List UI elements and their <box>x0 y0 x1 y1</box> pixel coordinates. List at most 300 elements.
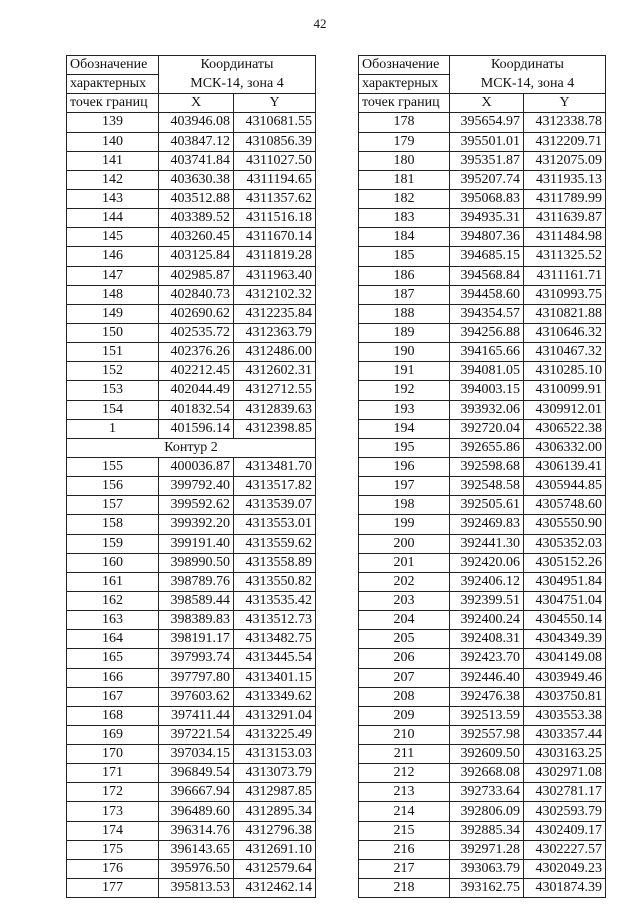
point-number-cell: 143 <box>67 189 159 208</box>
x-coordinate-cell: 392469.83 <box>450 515 524 534</box>
point-number-cell: 213 <box>359 783 450 802</box>
table-row <box>359 170 606 189</box>
table-row <box>67 343 316 362</box>
point-number-cell: 147 <box>67 266 159 285</box>
table-row <box>67 668 316 687</box>
header-row <box>359 56 606 75</box>
table-row <box>67 323 316 342</box>
table-row <box>67 151 316 170</box>
x-coordinate-cell: 403630.38 <box>159 170 234 189</box>
table-row <box>67 400 316 419</box>
x-coordinate-cell: 402376.26 <box>159 343 234 362</box>
x-coordinate-cell: 394458.60 <box>450 285 524 304</box>
y-coordinate-cell: 4302409.17 <box>524 821 606 840</box>
point-number-cell: 172 <box>67 783 159 802</box>
x-coordinate-cell: 398389.83 <box>159 611 234 630</box>
x-coordinate-cell: 392806.09 <box>450 802 524 821</box>
table-row <box>67 170 316 189</box>
y-coordinate-cell: 4303750.81 <box>524 687 606 706</box>
table-body-right <box>359 56 606 898</box>
point-number-cell: 206 <box>359 649 450 668</box>
table-body-left <box>67 56 316 898</box>
x-coordinate-cell: 395654.97 <box>450 113 524 132</box>
y-coordinate-cell: 4311639.87 <box>524 209 606 228</box>
table-row <box>67 457 316 476</box>
header-row <box>67 94 316 113</box>
y-coordinate-cell: 4312602.31 <box>234 362 316 381</box>
x-coordinate-cell: 395207.74 <box>450 170 524 189</box>
x-coordinate-cell: 394256.88 <box>450 323 524 342</box>
table-row <box>359 209 606 228</box>
y-coordinate-cell: 4310099.91 <box>524 381 606 400</box>
table-row <box>359 247 606 266</box>
point-number-cell: 159 <box>67 534 159 553</box>
y-coordinate-cell: 4304751.04 <box>524 591 606 610</box>
header-x: X <box>159 94 234 113</box>
coordinates-table-right <box>358 55 606 898</box>
y-coordinate-cell: 4312398.85 <box>234 419 316 438</box>
table-row <box>67 687 316 706</box>
table-row <box>359 266 606 285</box>
x-coordinate-cell: 403512.88 <box>159 189 234 208</box>
point-number-cell: 191 <box>359 362 450 381</box>
table-row <box>359 649 606 668</box>
header-x: X <box>450 94 524 113</box>
point-number-cell: 203 <box>359 591 450 610</box>
header-row <box>359 94 606 113</box>
table-row <box>359 189 606 208</box>
table-row <box>359 764 606 783</box>
x-coordinate-cell: 392505.61 <box>450 496 524 515</box>
table-row <box>359 343 606 362</box>
contour-row <box>67 438 316 457</box>
x-coordinate-cell: 398589.44 <box>159 591 234 610</box>
table-row <box>359 668 606 687</box>
x-coordinate-cell: 403389.52 <box>159 209 234 228</box>
header-row <box>67 75 316 94</box>
point-number-cell: 183 <box>359 209 450 228</box>
x-coordinate-cell: 402985.87 <box>159 266 234 285</box>
point-number-cell: 210 <box>359 725 450 744</box>
table-row <box>359 821 606 840</box>
y-coordinate-cell: 4313291.04 <box>234 706 316 725</box>
y-coordinate-cell: 4304550.14 <box>524 611 606 630</box>
y-coordinate-cell: 4302781.17 <box>524 783 606 802</box>
y-coordinate-cell: 4312839.63 <box>234 400 316 419</box>
table-row <box>359 438 606 457</box>
table-row <box>359 113 606 132</box>
header-row <box>67 56 316 75</box>
y-coordinate-cell: 4312338.78 <box>524 113 606 132</box>
x-coordinate-cell: 396667.94 <box>159 783 234 802</box>
table-row <box>359 400 606 419</box>
table-row <box>359 477 606 496</box>
table-row <box>359 745 606 764</box>
header-y: Y <box>524 94 606 113</box>
y-coordinate-cell: 4310467.32 <box>524 343 606 362</box>
table-row <box>67 859 316 878</box>
table-row <box>359 706 606 725</box>
x-coordinate-cell: 403946.08 <box>159 113 234 132</box>
x-coordinate-cell: 402535.72 <box>159 323 234 342</box>
x-coordinate-cell: 394685.15 <box>450 247 524 266</box>
point-number-cell: 202 <box>359 572 450 591</box>
table-row <box>359 630 606 649</box>
y-coordinate-cell: 4311484.98 <box>524 228 606 247</box>
point-number-cell: 187 <box>359 285 450 304</box>
point-number-cell: 152 <box>67 362 159 381</box>
y-coordinate-cell: 4312209.71 <box>524 132 606 151</box>
point-number-cell: 163 <box>67 611 159 630</box>
y-coordinate-cell: 4313482.75 <box>234 630 316 649</box>
point-number-cell: 216 <box>359 840 450 859</box>
x-coordinate-cell: 394003.15 <box>450 381 524 400</box>
y-coordinate-cell: 4306139.41 <box>524 457 606 476</box>
x-coordinate-cell: 403125.84 <box>159 247 234 266</box>
x-coordinate-cell: 399392.20 <box>159 515 234 534</box>
point-number-cell: 157 <box>67 496 159 515</box>
point-number-cell: 175 <box>67 840 159 859</box>
y-coordinate-cell: 4302227.57 <box>524 840 606 859</box>
y-coordinate-cell: 4305944.85 <box>524 477 606 496</box>
y-coordinate-cell: 4313401.15 <box>234 668 316 687</box>
point-number-cell: 173 <box>67 802 159 821</box>
point-number-cell: 189 <box>359 323 450 342</box>
table-row <box>67 706 316 725</box>
table-row <box>67 534 316 553</box>
point-number-cell: 215 <box>359 821 450 840</box>
header-coordinates: Координаты <box>450 56 606 75</box>
point-number-cell: 195 <box>359 438 450 457</box>
x-coordinate-cell: 393932.06 <box>450 400 524 419</box>
point-number-cell: 168 <box>67 706 159 725</box>
x-coordinate-cell: 394935.31 <box>450 209 524 228</box>
y-coordinate-cell: 4310821.88 <box>524 304 606 323</box>
x-coordinate-cell: 394165.66 <box>450 343 524 362</box>
y-coordinate-cell: 4311161.71 <box>524 266 606 285</box>
y-coordinate-cell: 4305748.60 <box>524 496 606 515</box>
point-number-cell: 198 <box>359 496 450 515</box>
table-row <box>67 745 316 764</box>
point-number-cell: 140 <box>67 132 159 151</box>
x-coordinate-cell: 395501.01 <box>450 132 524 151</box>
point-number-cell: 185 <box>359 247 450 266</box>
point-number-cell: 156 <box>67 477 159 496</box>
x-coordinate-cell: 392423.70 <box>450 649 524 668</box>
y-coordinate-cell: 4310856.39 <box>234 132 316 151</box>
x-coordinate-cell: 392399.51 <box>450 591 524 610</box>
point-number-cell: 144 <box>67 209 159 228</box>
y-coordinate-cell: 4313559.62 <box>234 534 316 553</box>
x-coordinate-cell: 392446.40 <box>450 668 524 687</box>
table-row <box>67 725 316 744</box>
x-coordinate-cell: 397993.74 <box>159 649 234 668</box>
point-number-cell: 194 <box>359 419 450 438</box>
point-number-cell: 155 <box>67 457 159 476</box>
x-coordinate-cell: 393162.75 <box>450 879 524 898</box>
table-row <box>359 362 606 381</box>
y-coordinate-cell: 4303949.46 <box>524 668 606 687</box>
y-coordinate-cell: 4313517.82 <box>234 477 316 496</box>
table-row <box>359 304 606 323</box>
y-coordinate-cell: 4309912.01 <box>524 400 606 419</box>
y-coordinate-cell: 4304149.08 <box>524 649 606 668</box>
header-designation: точек границ <box>67 94 159 113</box>
point-number-cell: 196 <box>359 457 450 476</box>
y-coordinate-cell: 4312363.79 <box>234 323 316 342</box>
point-number-cell: 149 <box>67 304 159 323</box>
y-coordinate-cell: 4302049.23 <box>524 859 606 878</box>
x-coordinate-cell: 392513.59 <box>450 706 524 725</box>
y-coordinate-cell: 4313481.70 <box>234 457 316 476</box>
y-coordinate-cell: 4313349.62 <box>234 687 316 706</box>
x-coordinate-cell: 392885.34 <box>450 821 524 840</box>
x-coordinate-cell: 392476.38 <box>450 687 524 706</box>
table-row <box>359 687 606 706</box>
y-coordinate-cell: 4305550.90 <box>524 515 606 534</box>
table-row <box>359 285 606 304</box>
x-coordinate-cell: 397411.44 <box>159 706 234 725</box>
point-number-cell: 139 <box>67 113 159 132</box>
x-coordinate-cell: 392557.98 <box>450 725 524 744</box>
x-coordinate-cell: 396489.60 <box>159 802 234 821</box>
x-coordinate-cell: 403741.84 <box>159 151 234 170</box>
point-number-cell: 167 <box>67 687 159 706</box>
table-row <box>67 228 316 247</box>
y-coordinate-cell: 4312102.32 <box>234 285 316 304</box>
y-coordinate-cell: 4312579.64 <box>234 859 316 878</box>
point-number-cell: 170 <box>67 745 159 764</box>
point-number-cell: 201 <box>359 553 450 572</box>
point-number-cell: 154 <box>67 400 159 419</box>
x-coordinate-cell: 394354.57 <box>450 304 524 323</box>
point-number-cell: 169 <box>67 725 159 744</box>
table-row <box>67 266 316 285</box>
y-coordinate-cell: 4312075.09 <box>524 151 606 170</box>
table-row <box>67 879 316 898</box>
table-row <box>359 534 606 553</box>
table-row <box>67 419 316 438</box>
y-coordinate-cell: 4312462.14 <box>234 879 316 898</box>
point-number-cell: 188 <box>359 304 450 323</box>
y-coordinate-cell: 4310681.55 <box>234 113 316 132</box>
y-coordinate-cell: 4310646.32 <box>524 323 606 342</box>
y-coordinate-cell: 4311325.52 <box>524 247 606 266</box>
table-row <box>359 840 606 859</box>
table-row <box>67 304 316 323</box>
x-coordinate-cell: 403847.12 <box>159 132 234 151</box>
y-coordinate-cell: 4313445.54 <box>234 649 316 668</box>
y-coordinate-cell: 4310993.75 <box>524 285 606 304</box>
y-coordinate-cell: 4301874.39 <box>524 879 606 898</box>
y-coordinate-cell: 4305352.03 <box>524 534 606 553</box>
y-coordinate-cell: 4305152.26 <box>524 553 606 572</box>
x-coordinate-cell: 392733.64 <box>450 783 524 802</box>
point-number-cell: 162 <box>67 591 159 610</box>
table-row <box>67 649 316 668</box>
point-number-cell: 174 <box>67 821 159 840</box>
table-row <box>67 783 316 802</box>
y-coordinate-cell: 4312987.85 <box>234 783 316 802</box>
y-coordinate-cell: 4311789.99 <box>524 189 606 208</box>
point-number-cell: 190 <box>359 343 450 362</box>
x-coordinate-cell: 399592.62 <box>159 496 234 515</box>
table-row <box>359 859 606 878</box>
point-number-cell: 146 <box>67 247 159 266</box>
point-number-cell: 176 <box>67 859 159 878</box>
point-number-cell: 151 <box>67 343 159 362</box>
x-coordinate-cell: 392971.28 <box>450 840 524 859</box>
table-row <box>67 553 316 572</box>
point-number-cell: 193 <box>359 400 450 419</box>
y-coordinate-cell: 4311935.13 <box>524 170 606 189</box>
point-number-cell: 197 <box>359 477 450 496</box>
point-number-cell: 209 <box>359 706 450 725</box>
x-coordinate-cell: 397797.80 <box>159 668 234 687</box>
y-coordinate-cell: 4304349.39 <box>524 630 606 649</box>
x-coordinate-cell: 392668.08 <box>450 764 524 783</box>
header-designation: точек границ <box>359 94 450 113</box>
x-coordinate-cell: 395813.53 <box>159 879 234 898</box>
x-coordinate-cell: 392406.12 <box>450 572 524 591</box>
point-number-cell: 145 <box>67 228 159 247</box>
table-row <box>359 879 606 898</box>
x-coordinate-cell: 392655.86 <box>450 438 524 457</box>
y-coordinate-cell: 4306522.38 <box>524 419 606 438</box>
y-coordinate-cell: 4312235.84 <box>234 304 316 323</box>
y-coordinate-cell: 4313153.03 <box>234 745 316 764</box>
y-coordinate-cell: 4312712.55 <box>234 381 316 400</box>
y-coordinate-cell: 4313558.89 <box>234 553 316 572</box>
point-number-cell: 161 <box>67 572 159 591</box>
coordinates-table-left <box>66 55 316 898</box>
page-number: 42 <box>313 16 327 31</box>
x-coordinate-cell: 392441.30 <box>450 534 524 553</box>
x-coordinate-cell: 400036.87 <box>159 457 234 476</box>
table-row <box>359 457 606 476</box>
x-coordinate-cell: 392598.68 <box>450 457 524 476</box>
point-number-cell: 200 <box>359 534 450 553</box>
point-number-cell: 166 <box>67 668 159 687</box>
point-number-cell: 153 <box>67 381 159 400</box>
y-coordinate-cell: 4303553.38 <box>524 706 606 725</box>
table-row <box>67 209 316 228</box>
y-coordinate-cell: 4311357.62 <box>234 189 316 208</box>
point-number-cell: 214 <box>359 802 450 821</box>
table-row <box>67 591 316 610</box>
point-number-cell: 1 <box>67 419 159 438</box>
y-coordinate-cell: 4312486.00 <box>234 343 316 362</box>
point-number-cell: 148 <box>67 285 159 304</box>
x-coordinate-cell: 392408.31 <box>450 630 524 649</box>
x-coordinate-cell: 402690.62 <box>159 304 234 323</box>
x-coordinate-cell: 392720.04 <box>450 419 524 438</box>
point-number-cell: 208 <box>359 687 450 706</box>
y-coordinate-cell: 4311516.18 <box>234 209 316 228</box>
x-coordinate-cell: 393063.79 <box>450 859 524 878</box>
y-coordinate-cell: 4303357.44 <box>524 725 606 744</box>
point-number-cell: 212 <box>359 764 450 783</box>
y-coordinate-cell: 4302971.08 <box>524 764 606 783</box>
table-row <box>67 285 316 304</box>
table-row <box>67 189 316 208</box>
y-coordinate-cell: 4313073.79 <box>234 764 316 783</box>
table-row <box>67 630 316 649</box>
x-coordinate-cell: 402044.49 <box>159 381 234 400</box>
y-coordinate-cell: 4303163.25 <box>524 745 606 764</box>
header-y: Y <box>234 94 316 113</box>
table-row <box>67 821 316 840</box>
x-coordinate-cell: 401832.54 <box>159 400 234 419</box>
x-coordinate-cell: 395068.83 <box>450 189 524 208</box>
x-coordinate-cell: 392609.50 <box>450 745 524 764</box>
point-number-cell: 165 <box>67 649 159 668</box>
point-number-cell: 207 <box>359 668 450 687</box>
table-row <box>359 151 606 170</box>
y-coordinate-cell: 4311027.50 <box>234 151 316 170</box>
table-row <box>67 362 316 381</box>
header-coordinate-system: МСК-14, зона 4 <box>159 75 316 94</box>
header-designation: характерных <box>359 75 450 94</box>
table-row <box>67 611 316 630</box>
x-coordinate-cell: 392420.06 <box>450 553 524 572</box>
point-number-cell: 211 <box>359 745 450 764</box>
y-coordinate-cell: 4312796.38 <box>234 821 316 840</box>
point-number-cell: 184 <box>359 228 450 247</box>
table-row <box>67 840 316 859</box>
x-coordinate-cell: 397603.62 <box>159 687 234 706</box>
y-coordinate-cell: 4313553.01 <box>234 515 316 534</box>
x-coordinate-cell: 399792.40 <box>159 477 234 496</box>
contour-label: Контур 2 <box>67 438 316 457</box>
y-coordinate-cell: 4304951.84 <box>524 572 606 591</box>
x-coordinate-cell: 394568.84 <box>450 266 524 285</box>
point-number-cell: 160 <box>67 553 159 572</box>
x-coordinate-cell: 403260.45 <box>159 228 234 247</box>
header-coordinates: Координаты <box>159 56 316 75</box>
table-row <box>67 515 316 534</box>
table-row <box>359 323 606 342</box>
table-row <box>359 419 606 438</box>
point-number-cell: 150 <box>67 323 159 342</box>
y-coordinate-cell: 4310285.10 <box>524 362 606 381</box>
y-coordinate-cell: 4312895.34 <box>234 802 316 821</box>
point-number-cell: 199 <box>359 515 450 534</box>
x-coordinate-cell: 397034.15 <box>159 745 234 764</box>
point-number-cell: 142 <box>67 170 159 189</box>
x-coordinate-cell: 398191.17 <box>159 630 234 649</box>
x-coordinate-cell: 394807.36 <box>450 228 524 247</box>
x-coordinate-cell: 398990.50 <box>159 553 234 572</box>
point-number-cell: 217 <box>359 859 450 878</box>
table-row <box>359 572 606 591</box>
y-coordinate-cell: 4313535.42 <box>234 591 316 610</box>
y-coordinate-cell: 4312691.10 <box>234 840 316 859</box>
x-coordinate-cell: 392400.24 <box>450 611 524 630</box>
x-coordinate-cell: 396143.65 <box>159 840 234 859</box>
point-number-cell: 177 <box>67 879 159 898</box>
table-row <box>359 228 606 247</box>
x-coordinate-cell: 394081.05 <box>450 362 524 381</box>
x-coordinate-cell: 402212.45 <box>159 362 234 381</box>
point-number-cell: 179 <box>359 132 450 151</box>
y-coordinate-cell: 4311963.40 <box>234 266 316 285</box>
y-coordinate-cell: 4306332.00 <box>524 438 606 457</box>
point-number-cell: 192 <box>359 381 450 400</box>
table-row <box>67 764 316 783</box>
y-coordinate-cell: 4311819.28 <box>234 247 316 266</box>
table-row <box>359 783 606 802</box>
